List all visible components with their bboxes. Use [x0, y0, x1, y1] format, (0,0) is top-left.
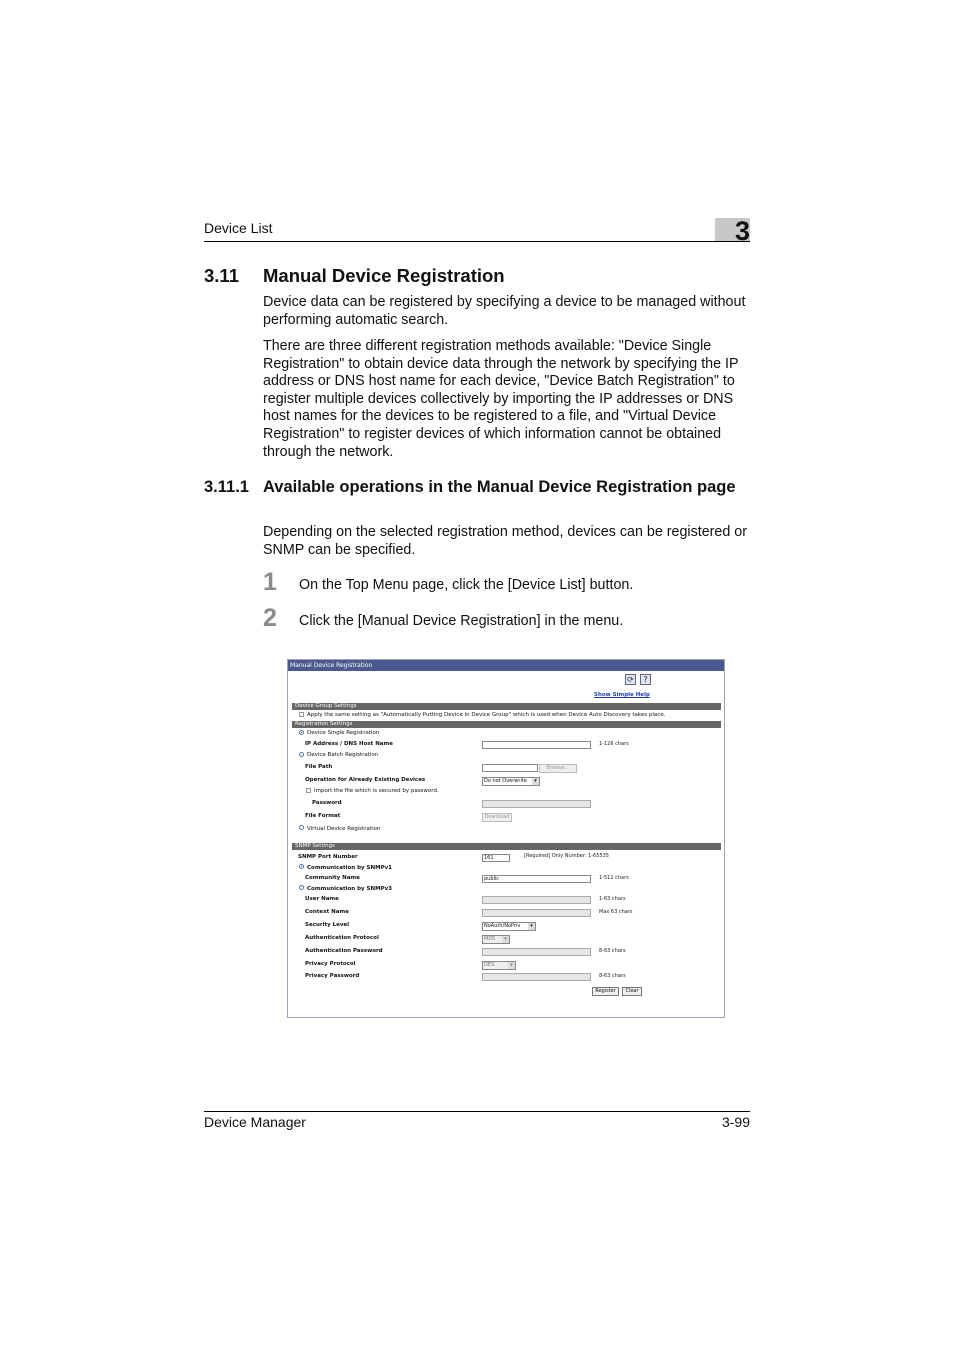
auth-protocol-value: MD5 — [484, 936, 496, 942]
security-level-select[interactable] — [482, 922, 536, 931]
auth-password-note: 8-63 chars — [599, 948, 626, 954]
step-text: On the Top Menu page, click the [Device List] button. — [299, 577, 634, 593]
privacy-protocol-label: Privacy Protocol — [305, 961, 356, 967]
subsection-number: 3.11.1 — [204, 478, 249, 496]
help-icon[interactable]: ? — [640, 674, 651, 685]
import-secured-checkbox[interactable] — [306, 788, 311, 793]
privacy-password-input[interactable] — [482, 973, 591, 981]
single-registration-radio[interactable] — [299, 730, 304, 735]
community-name-input[interactable]: public — [482, 875, 591, 883]
methods-paragraph: There are three different registration methods available: "Device Single Registration" to obtain device data through the network by specifying the IP address or DNS host name for each device, "Device Batch Registration" to register multiple devices collectively by importing the IP addresses or DNS host names for the devices to be registered to a file, and "Virtual Device Registration" to register devices of which information cannot be obtained through the network. — [263, 338, 739, 460]
ip-address-note: 1-126 chars — [599, 741, 629, 747]
page-number: 3-99 — [721, 1114, 750, 1130]
section-title: Manual Device Registration — [263, 265, 505, 286]
auth-protocol-select[interactable] — [482, 935, 510, 944]
register-button[interactable]: Register — [592, 987, 619, 996]
snmp-port-label: SNMP Port Number — [298, 854, 358, 860]
virtual-registration-radio[interactable] — [299, 825, 304, 830]
community-name-note: 1-511 chars — [599, 875, 629, 881]
security-level-value: NoAuth/NoPriv — [484, 923, 521, 929]
clear-button[interactable]: Clear — [622, 987, 642, 996]
existing-devices-value: Do not Overwrite — [484, 778, 527, 784]
virtual-registration-label: Virtual Device Registration — [307, 826, 381, 832]
existing-devices-label: Operation for Already Existing Devices — [305, 777, 426, 783]
file-path-label: File Path — [305, 764, 333, 770]
snmpv3-radio[interactable] — [299, 885, 304, 890]
footer-rule — [204, 1111, 750, 1112]
refresh-icon[interactable]: ⟳ — [625, 674, 636, 685]
step-text: Click the [Manual Device Registration] in the menu. — [299, 613, 624, 629]
batch-registration-radio[interactable] — [299, 752, 304, 757]
chapter-number: 3 — [734, 216, 750, 246]
header-rule — [204, 241, 750, 242]
download-button[interactable]: Download — [482, 813, 512, 822]
context-name-input[interactable] — [482, 909, 591, 917]
auth-password-input[interactable] — [482, 948, 591, 956]
device-group-settings-bar: Device Group Settings — [292, 703, 721, 710]
snmp-port-note: [Required] Only Number: 1-65535 — [524, 853, 609, 859]
snmpv1-label: Communication by SNMPv1 — [307, 865, 393, 871]
auth-password-label: Authentication Password — [305, 948, 383, 954]
snmpv3-label: Communication by SNMPv3 — [307, 886, 393, 892]
user-name-label: User Name — [305, 896, 339, 902]
manual-registration-screenshot — [287, 659, 725, 1018]
file-format-label: File Format — [305, 813, 341, 819]
password-label: Password — [312, 800, 342, 806]
batch-registration-label: Device Batch Registration — [307, 752, 379, 758]
step-number: 2 — [263, 604, 277, 632]
snmpv1-radio[interactable] — [299, 864, 304, 869]
step-number: 1 — [263, 568, 277, 596]
file-path-input[interactable] — [482, 764, 538, 772]
security-level-label: Security Level — [305, 922, 350, 928]
auth-protocol-label: Authentication Protocol — [305, 935, 379, 941]
context-name-note: Max 63 chars — [599, 909, 633, 915]
snmp-port-input[interactable]: 161 — [482, 854, 510, 862]
ip-address-input[interactable] — [482, 741, 591, 749]
subsection-paragraph: Depending on the selected registration method, devices can be registered or SNMP can be specified. — [263, 524, 748, 558]
ip-address-label: IP Address / DNS Host Name — [305, 741, 393, 747]
privacy-protocol-select[interactable] — [482, 961, 516, 970]
apply-group-checkbox[interactable] — [299, 712, 304, 717]
existing-devices-select[interactable] — [482, 777, 540, 786]
running-header: Device List — [204, 220, 273, 236]
chevron-down-icon: ▾ — [508, 962, 515, 969]
chevron-down-icon: ▾ — [532, 778, 539, 785]
privacy-password-label: Privacy Password — [305, 973, 360, 979]
context-name-label: Context Name — [305, 909, 349, 915]
footer-title: Device Manager — [204, 1114, 306, 1130]
show-simple-help-link[interactable]: Show Simple Help — [594, 692, 650, 698]
snmp-settings-bar: SNMP Settings — [292, 843, 721, 850]
community-name-label: Community Name — [305, 875, 360, 881]
intro-paragraph: Device data can be registered by specifying a device to be managed without performing automatic search. — [263, 294, 746, 328]
browse-button[interactable]: Browse... — [539, 764, 577, 773]
chevron-down-icon: ▾ — [528, 923, 535, 930]
password-input[interactable] — [482, 800, 591, 808]
single-registration-label: Device Single Registration — [307, 730, 380, 736]
window-title: Manual Device Registration — [288, 660, 724, 671]
chevron-down-icon: ▾ — [502, 936, 509, 943]
section-number: 3.11 — [204, 265, 239, 286]
user-name-input[interactable] — [482, 896, 591, 904]
user-name-note: 1-63 chars — [599, 896, 626, 902]
subsection-title: Available operations in the Manual Device Registration page — [263, 478, 736, 496]
import-secured-label: Import the file which is secured by password. — [314, 788, 439, 794]
apply-group-label: Apply the same setting as "Automatically Putting Device in Device Group" which is used when Device Auto Discovery takes place. — [307, 712, 666, 718]
registration-settings-bar: Registration Settings — [292, 721, 721, 728]
privacy-password-note: 8-63 chars — [599, 973, 626, 979]
privacy-protocol-value: DES — [484, 962, 495, 968]
